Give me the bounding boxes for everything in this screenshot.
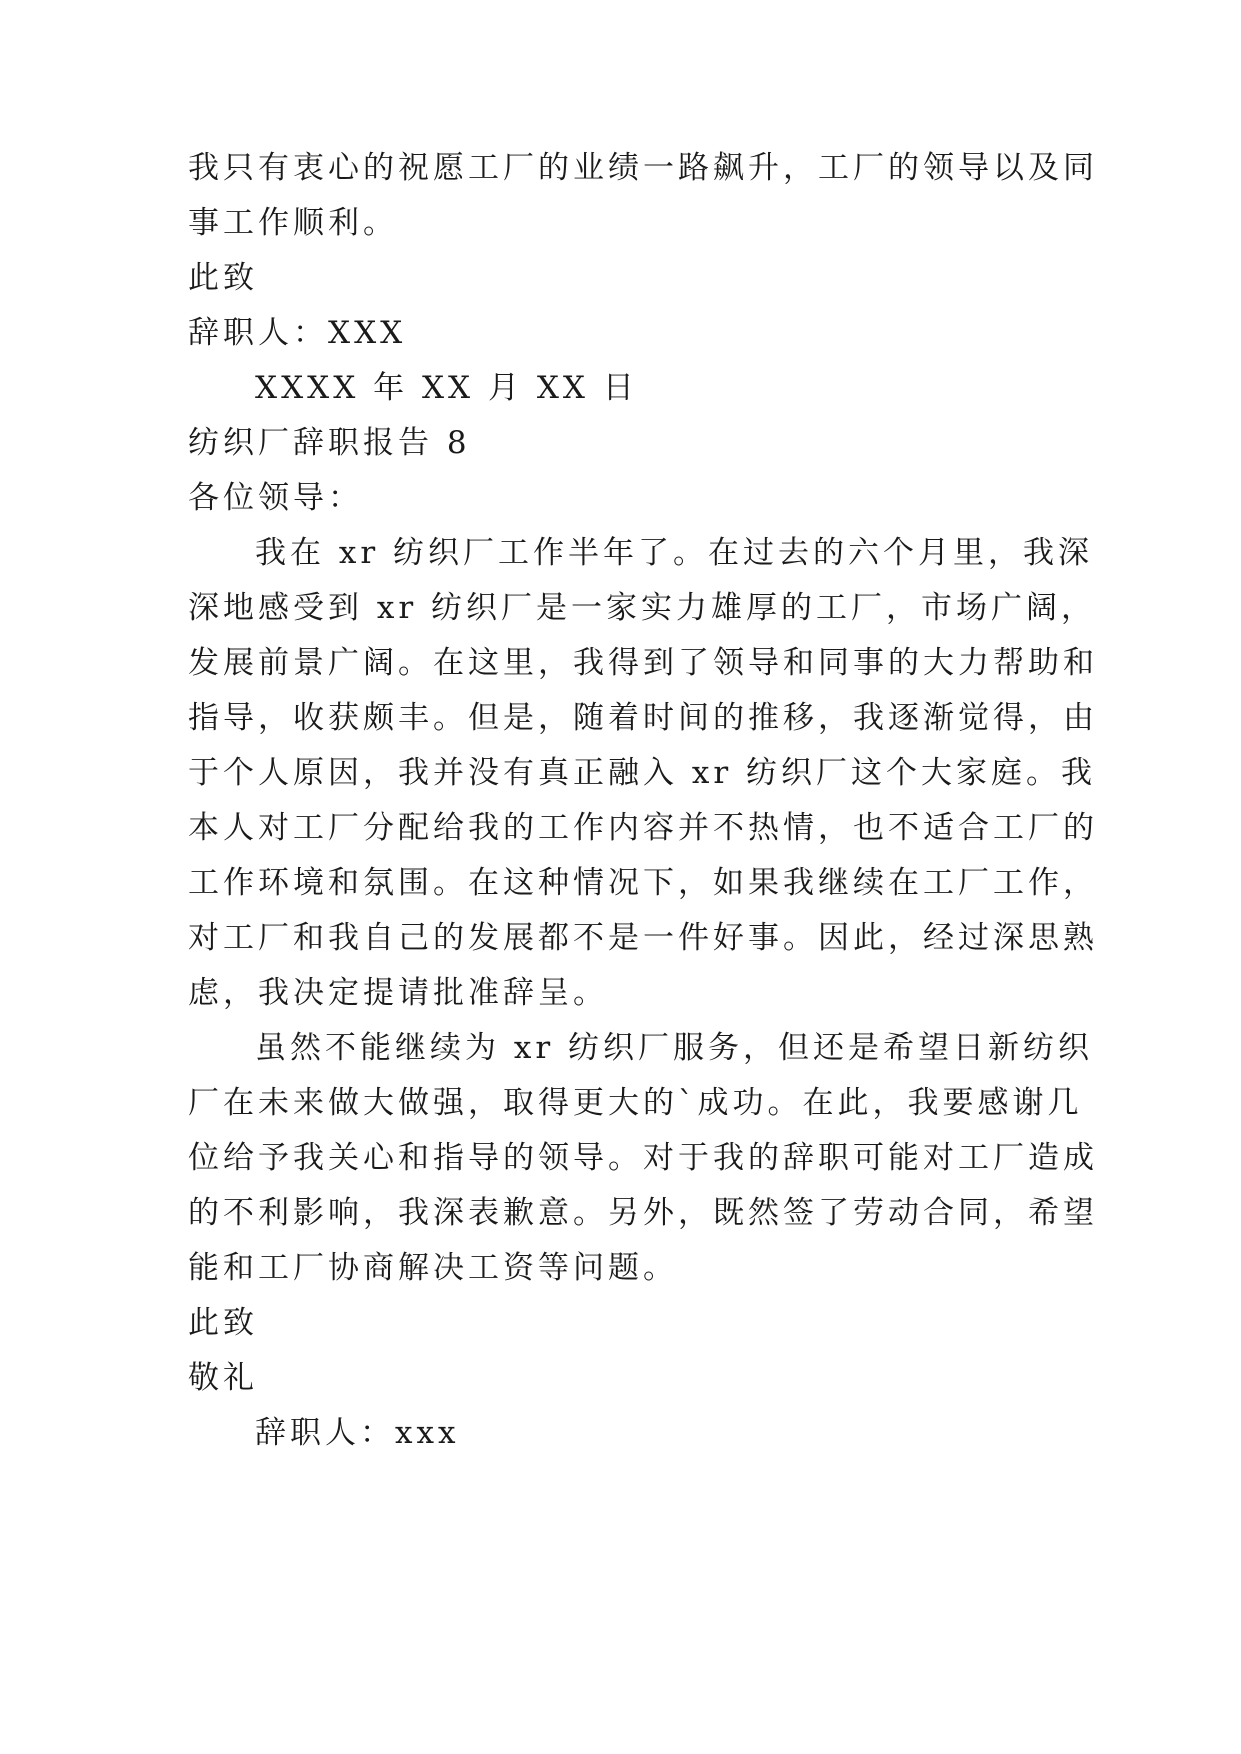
paragraph-line: 工作环境和氛围。在这种情况下，如果我继续在工厂工作， [188,865,1098,901]
paragraph-line: 位给予我关心和指导的领导。对于我的辞职可能对工厂造成 [188,1140,1098,1176]
paragraph-line: 我在 xr 纺织厂工作半年了。在过去的六个月里，我深 [255,535,1094,571]
section-title: 纺织厂辞职报告 8 [188,425,471,461]
paragraph-line: 虽然不能继续为 xr 纺织厂服务，但还是希望日新纺织 [255,1030,1094,1066]
signature-line: 辞职人：XXX [188,315,407,351]
closing-line: 此致 [188,1305,258,1341]
paragraph-line: 虑，我决定提请批准辞呈。 [188,975,608,1011]
paragraph-line: 的不利影响，我深表歉意。另外，既然签了劳动合同，希望 [188,1195,1098,1231]
paragraph-line: 能和工厂协商解决工资等问题。 [188,1250,678,1286]
text-line: 事工作顺利。 [188,205,398,241]
date-line: XXXX 年 XX 月 XX 日 [255,370,638,406]
closing-line: 此致 [188,260,258,296]
paragraph-line: 指导，收获颇丰。但是，随着时间的推移，我逐渐觉得，由 [188,700,1098,736]
closing-line: 敬礼 [188,1360,258,1396]
paragraph-line: 厂在未来做大做强，取得更大的`成功。在此，我要感谢几 [188,1085,1083,1121]
signature-line: 辞职人：xxx [255,1415,460,1451]
paragraph-line: 发展前景广阔。在这里，我得到了领导和同事的大力帮助和 [188,645,1098,681]
paragraph-line: 对工厂和我自己的发展都不是一件好事。因此，经过深思熟 [188,920,1098,956]
paragraph-line: 于个人原因，我并没有真正融入 xr 纺织厂这个大家庭。我 [188,755,1097,791]
paragraph-line: 深地感受到 xr 纺织厂是一家实力雄厚的工厂，市场广阔， [188,590,1097,626]
salutation: 各位领导： [188,480,363,516]
paragraph-line: 本人对工厂分配给我的工作内容并不热情，也不适合工厂的 [188,810,1098,846]
text-line: 我只有衷心的祝愿工厂的业绩一路飙升，工厂的领导以及同 [188,150,1098,186]
